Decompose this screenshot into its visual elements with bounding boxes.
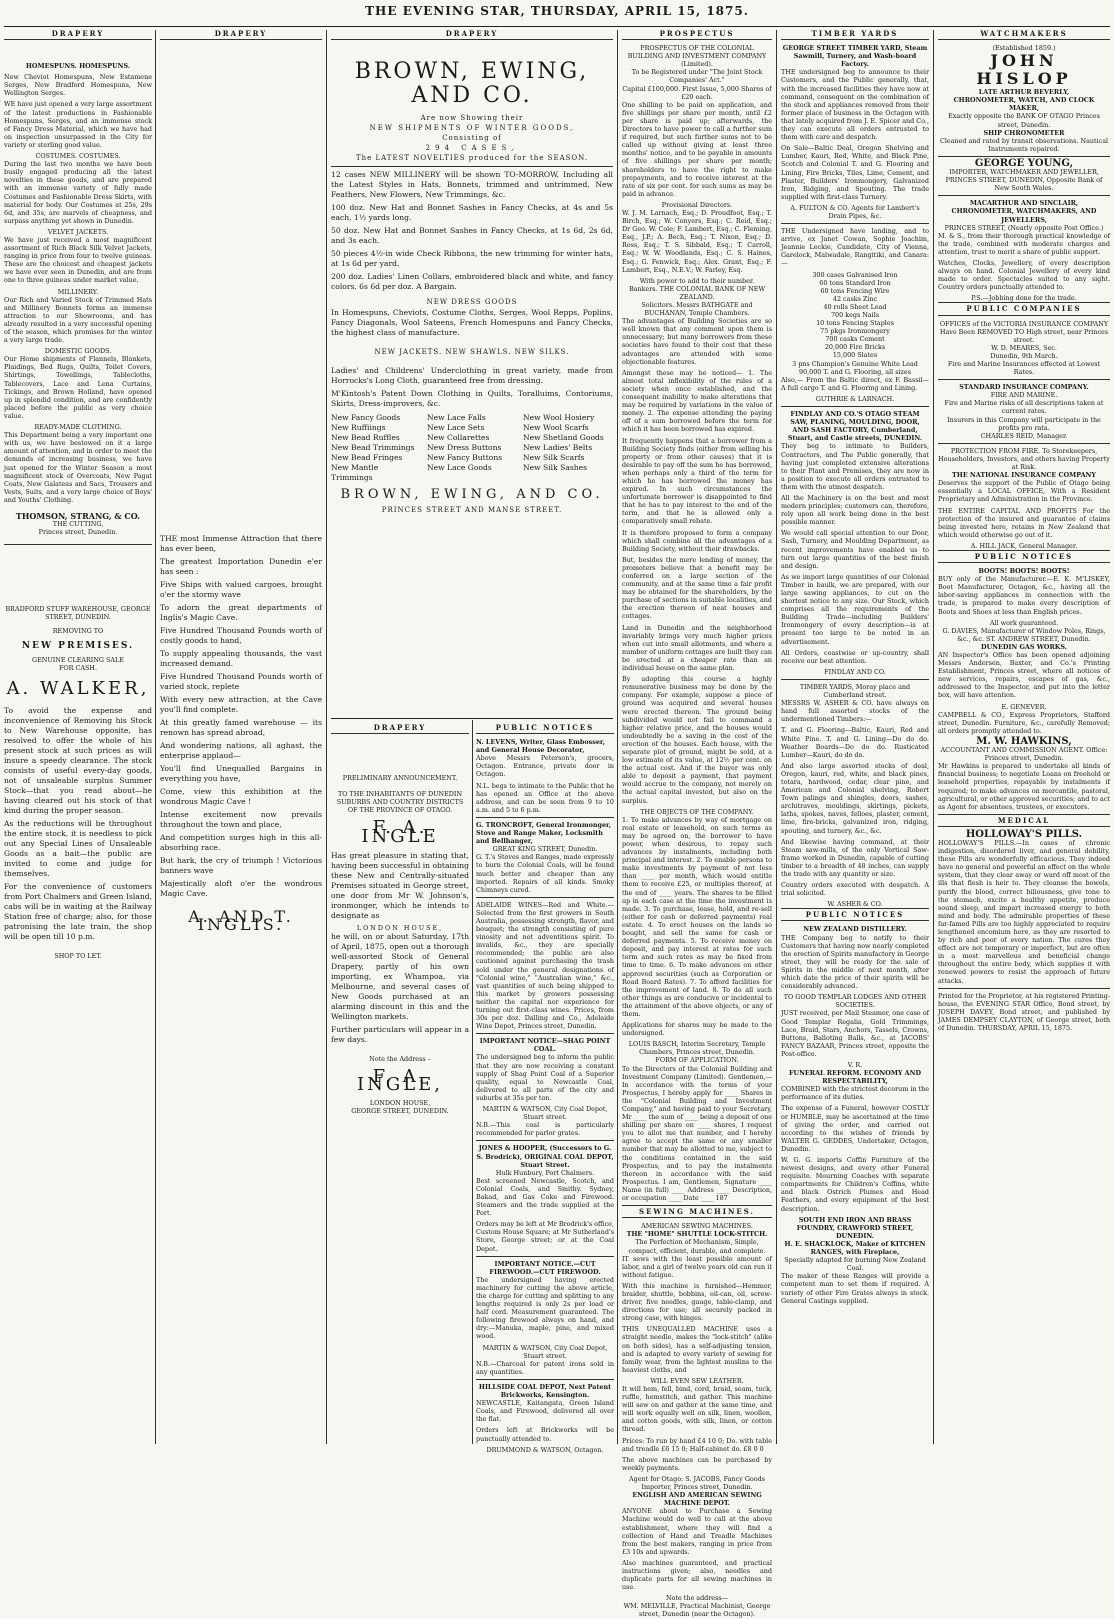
- section-header: PUBLIC NOTICES: [938, 550, 1110, 563]
- ad-title: PROTECTION FROM FIRE. To Storekeepers, Householders, Investors, and others having Property at Risk.: [938, 446, 1110, 472]
- ad-text: By adopting this course a highly remunerative business may be done by the company. For example, suppose a piece of ground was acquired and several houses were erected thereon. The ground being subdivided would not fail to command a higher relative price, and the houses would undoubtedly be a saving in the cost of the erection of the houses. Each house, with the separate plot of ground, might be sold, at a low estimate of its value, at 12½ per cent. on the actual cost. And if the buyer was only able to deposit a payment, that payment would accrue to the company, not merely on the actual capital invested, but also on the surplus.: [622, 675, 772, 805]
- divider: [476, 1256, 614, 1257]
- ad-title: SOUTH END IRON AND BRASS FOUNDRY, CRAWFORD STREET, DUNEDIN.: [796, 1215, 914, 1240]
- ad-line: WILL EVEN SEW LEATHER.: [650, 1376, 744, 1385]
- ad-text: THE ENTIRE CAPITAL AND PROFITS For the protection of the insured and guarantee of claims being invested here, retains in New Zealand that which would otherwise go out of it.: [938, 506, 1110, 539]
- ad-line: MARTIN & WATSON, City Coal Depot, Stuart street.: [482, 1105, 608, 1122]
- items-grid: [331, 413, 613, 483]
- stock-item: 3 pns Champion's Genuine White Lead: [792, 359, 918, 368]
- column-3-lower: [331, 724, 469, 1444]
- ad-text: W. J. M. Larnach, Esq.; D. Proudfoot, Esq.; T. Birch, Esq.; W. Conyers, Esq.; C. Reid, Esq.; Dr Geo. W. Cole; F. Lambert, Esq.; C. Fleming, Esq., J.P.; A. Bech, Esq.; T. Nixon, Esq.; D. Ross, Esq.; T. S. Sibbald, Esq.; T. Carroll, Esq.; W. W. Woodlands, Esq.; C. S. Haines, Esq.; G. Fenwick, Esq.; Alex. Grant, Esq.; F. Lambert, Esq., N.E.V.; W. Farley, Esq.: [622, 208, 772, 274]
- ad-line: Note the Address –: [369, 1054, 431, 1063]
- poem-line: Five Hundred Thousand Pounds worth of costly goods to hand,: [160, 626, 322, 646]
- stock-item: 300 cases Galvanised Iron: [812, 270, 898, 279]
- ad-text: The above machines can be purchased by weekly payments.: [622, 1455, 772, 1472]
- ad-text: To the Directors of the Colonial Building and Investment Company (Limited). Gentlemen,—In accordance with the terms of your Prospectus, I hereby apply for ____ Shares in the "Colonial Building and Investment Company," and having paid to your Secretary, Mr ____ the sum of ____ being a deposit of one shilling per share on ____ shares, I request you to allot me that number, and I hereby agree to accept the same or any smaller number that may be allotted to me, subject to the conditions contained in the said Prospectus, and to pay the instalments thereon in accordance with the said Prospectus. I am, Gentlemen, Signature ____ Name (in full) ____ Address ____ Description, or occupation ____ Date ____ 187: [622, 1064, 772, 1203]
- ad-line: MARTIN & WATSON, City Coal Depot, Stuart street.: [482, 1343, 608, 1360]
- ad-line: Solicitors. Messrs BATHGATE and BUCHANAN, Temple Chambers.: [641, 301, 753, 318]
- section-header: PROSPECTUS: [622, 30, 772, 40]
- ad-line: NEW SHIPMENTS OF WINTER GOODS,: [369, 124, 575, 133]
- ad-text: Best screened Newcastle, Scotch, and Colonial Coals, and Smithy. Sydney, Bakad, and Gas Coke and Firewood. Steamers and the trade supplied at the Port.: [476, 1176, 614, 1218]
- ad-text: Mr Hawkins is prepared to undertake all kinds of financial business; to negotiate Loans on freehold or leasehold properties, repayable by instalments if required; to make advances on mercantile, pastoral, agricultural, or other approved securities; and to act as Agent for absentees, trustees, or executors.: [938, 762, 1110, 811]
- goods-item: New Bead Fringes: [331, 452, 403, 462]
- ad-line: W. ASHER & CO.: [827, 900, 883, 909]
- goods-item: New Silk Sashes: [523, 462, 588, 472]
- stock-item: 60 tons Standard Iron: [819, 278, 891, 287]
- ad-text: The undersigned having erected machinery for cutting the above article, the charge for cutting and splitting to any lengths required is only 2s per load or half cord. Measurement guaranteed. The following firewood always on hand, and dry:—Manuka, maple, pine, and mixed wood.: [476, 1275, 614, 1341]
- ad-text: All the Machinery is on the best and most modern principles; customers can, therefore, rely upon all work being done in the best possible manner.: [781, 493, 929, 527]
- ad-title: H. E. SHACKLOCK, Maker of KITCHEN RANGES, with Fireplace,: [784, 1239, 926, 1257]
- ad-text: Our Rich and Varied Stock of Trimmed Hats and Millinery Bonnets forms an immense attraction to our Showrooms, and has already resulted in a very successful opening of the season, which promises for the winter a very large trade.: [4, 295, 152, 345]
- ad-text: HOLLOWAY'S PILLS.—In cases of chronic indigestion, disordered liver, and general debility, these Pills are wonderfully efficacious. They indeed have no general and powerful an effect on the whole system, that they clear away or ward off most of the ills that flesh is heir to. They cleanse the bowels, purify the blood, correct biliousness, give tone to the stomach, excite a healthy appetite, produce sound sleep, and impart increased energy to both mind and body. The admirable properties of these far-famed Pills are too highly appreciated to require lengthened encomium here, as they are resorted to by rich and poor of every nation. The cures they effect are not temporary or imperfect, but are often in a most marvellous and beneficial change throughout the entire body, which supplies it with renewed powers to resist the approach of future attacks.: [938, 838, 1110, 985]
- dealer-name: JOHN HISLOP: [976, 51, 1072, 89]
- ad-text: 200 doz. Ladies' Linen Collars, embroidered black and white, and fancy colors, 6s 6d per doz. A Bargain.: [331, 271, 613, 291]
- ad-text: During the last two months we have been busily engaged producing all the latest novelties in these goods, and are prepared with an immense variety of fully made Costumes and Fashionable Dress Skirts, with material for body. Our Costumes at 25s, 29s 6d, and 35s, are marvels of cheapness, and surpass anything yet shown in Dunedin.: [4, 160, 152, 225]
- poem-line: With every new attraction, at the Cave you'll find complete.: [160, 695, 322, 715]
- ad-text: JUST received, per Mail Steamer, one case of Good Templar Regalia, Gold Trimmings, Lace, Braid, Stars, Anchors, Tassels, Crowns, Buttons, Balloting Balls, &c., at JACOBS' FANCY BAZAAR, Princes street, opposite the Post-office.: [781, 1009, 929, 1058]
- column-rule: [617, 30, 618, 1444]
- dealer-name: M. W. HAWKINS,: [976, 735, 1072, 747]
- poem-line: At this greatly famed warehouse — its renown has spread abroad,: [160, 718, 322, 738]
- poem-line: Five Ships with valued cargoes, brought o'er the stormy wave: [160, 580, 322, 600]
- ad-text: Country orders executed with despatch. A trial solicited.: [781, 881, 929, 898]
- divider: [781, 223, 929, 224]
- column-4: [622, 29, 772, 1619]
- ad-subtitle: LONDON HOUSE,: [369, 1099, 431, 1108]
- section-header: WATCHMAKERS: [938, 30, 1110, 40]
- ad-line: Are now Showing their: [420, 114, 524, 123]
- ad-text: Prices: To run by hand £4 10 0; Do. with table and treadle £6 15 0; Half-cabinet do. £8 0 0: [622, 1436, 772, 1453]
- ad-text: Orders may be left at Mr Brodrick's office, Custom House Square; at Mr Sutherland's Store, George street; or at the Coal Depot.: [476, 1220, 614, 1253]
- goods-item: New Collarettes: [427, 432, 490, 442]
- ad-text: All Orders, coastwise or up-country, shall receive our best attention.: [781, 648, 929, 665]
- ad-text: In Homespuns, Cheviots, Costume Cloths, Serges, Wool Repps, Poplins, Fancy Diagonals, Wool Sateens, French Homespuns and Fancy Checks, the highest class of manufacture.: [331, 307, 613, 337]
- column-rule: [776, 30, 777, 1444]
- stock-item: 60 tons Fencing Wire: [820, 286, 890, 295]
- column-2: [160, 30, 322, 1444]
- ad-text: For the convenience of customers from Port Chalmers and Green Island, cabs will be in waiting at the Railway Station free of charge; also, for those patronising the late train, the shop will be open till 10 p.m.: [4, 881, 152, 941]
- ad-text: Orders left at Brickworks will be punctually attended to.: [476, 1426, 614, 1443]
- goods-item: New Bead Ruffles: [331, 432, 400, 442]
- ad-title: MACARTHUR AND SINCLAIR, CHRONOMETER, WATCHMAKERS, AND JEWELLERS,: [951, 199, 1097, 224]
- dealer-name: F. A. INGLE: [361, 817, 439, 847]
- poem: [160, 557, 322, 899]
- ad-title: BOOTS! BOOTS! BOOTS!: [978, 567, 1070, 576]
- ad-line: GREAT KING STREET, Dunedin.: [492, 845, 598, 854]
- divider: [938, 988, 1110, 989]
- ad-subtitle: LONDON HOUSE,: [356, 923, 444, 932]
- ad-line: With power to add to their number.: [639, 276, 755, 285]
- poem-line: And competition surges high in this all-absorbing race.: [160, 833, 322, 853]
- divider: [331, 166, 613, 167]
- ad-subtitle: GEORGE STREET, DUNEDIN.: [351, 1107, 449, 1116]
- ad-subtitle: REMOVING TO: [52, 627, 104, 636]
- ad-title: NEW ZEALAND DISTILLERY.: [803, 925, 907, 934]
- ad-title: HILLSIDE COAL DEPOT, Next Patent Brickworks, Kensington.: [478, 1382, 612, 1400]
- ad-text: With this machine is furnished—Hemmer, braider, shuttle, bobbins, oil-can, oil, screw-driver, five needles, gauge, table-clamp, and directions for use; all securely packed in strong case, with hinges.: [622, 1281, 772, 1323]
- ad-text: THE Company beg to notify to their Customers that having now nearly completed the erection of Spirits manufactory in George street, they will be ready for the sale of Spirits in the middle of next month, after which date the price of their spirits will be considerably advanced.: [781, 933, 929, 991]
- ad-title: PROSPECTUS OF THE COLONIAL BUILDING AND INVESTMENT COMPANY (Limited).: [627, 44, 767, 69]
- goods-item: New Fancy Goods: [331, 412, 401, 422]
- divider: [476, 1379, 614, 1380]
- dealer-name: A. WALKER,: [6, 677, 150, 699]
- blank-space: [160, 44, 322, 534]
- ad-line: Note the address—: [665, 1594, 729, 1603]
- ad-line: A. FULTON & CO. Agents for Lambert's Drain Pipes, &c.: [790, 203, 920, 220]
- ad-title: BRADFORD STUFF WAREHOUSE, GEORGE STREET, DUNEDIN.: [5, 605, 151, 622]
- ad-line: Agent for Otago: S. JACOBS, Fancy Goods Importer, Princes street, Dunedin.: [629, 1474, 765, 1492]
- ad-line: G. DAVIES, Manufacturer of Window Poles, Rings, &c., &c. ST. ANDREW STREET, Dunedin.: [942, 626, 1106, 643]
- divider: [476, 1033, 614, 1034]
- ad-subtitle: COSTUMES. COSTUMES.: [35, 152, 121, 161]
- section-header: DRAPERY: [331, 30, 613, 40]
- divider: [4, 544, 152, 545]
- poem-line: Majestically aloft o'er the wondrous Magic Cave.: [160, 879, 322, 899]
- ad-line: All work guaranteed.: [989, 618, 1059, 627]
- ad-text: Our Home shipments of Flannels, Blankets, Plaidings, Bed Rugs, Quilts, Toilet Covers, Shirtings, Towellings, Tablecloths, Tablecovers, Lace and Lena Curtains, Tickings, and Brown Holland, have opened up in splendid condition, and are confidently placed before the public as very choice value.: [4, 355, 152, 420]
- ad-line: P.S.—Jobbing done for the trade.: [971, 294, 1077, 303]
- divider: [938, 156, 1110, 157]
- ad-line: 294 CASES,: [425, 144, 519, 153]
- section-header: DRAPERY: [160, 30, 322, 40]
- ad-text: COMBINED with the strictest decorum in the performance of its duties.: [781, 1085, 930, 1102]
- stock-item: 42 casks Zinc: [832, 294, 878, 303]
- column-6: [938, 30, 1110, 1444]
- ad-text: One shilling to be paid on application, and five shillings per share per month, until £2 per share is paid up; afterwards, the Directors to have power to call a further sum if required, but such further sums not to be called up without giving at least three months' notice, and to be payable in amounts of five shillings per share per month; shareholders to have the right to make prepayments, and to receive interest at the rate of six per cent. for such sums as may be paid in advance.: [622, 100, 772, 198]
- ad-title: FINDLAY AND CO.'S OTAGO STEAM SAW, PLANING, MOULDING, DOOR, AND SASH FACTORY, Cumberland, Stuart, and Castle streets, DUNEDIN.: [787, 410, 923, 443]
- ad-text: Has great pleasure in stating that, having been successful in obtaining these New and Centrally-situated Premises situated in George street, one door from Mr W. Johnson's, ironmonger, which he intends to designate as: [331, 850, 469, 920]
- ad-title: G. TRONCROFT, General Ironmonger, Stove and Range Maker, Locksmith and Bellhanger,: [476, 820, 612, 846]
- ad-line: Cleaned and rated by transit observations. Nautical Instruments repaired.: [939, 136, 1109, 153]
- goods-item: New Lace Goods: [427, 462, 492, 472]
- ad-text: Watches, Clocks, Jewellery, of every description always on hand. Colonial Jewellery of every kind made to order. Spectacles suited to any sight. Country orders punctually attended to.: [938, 258, 1110, 292]
- ad-subtitle: FORM OF APPLICATION.: [655, 1056, 739, 1065]
- ad-title: CHRONOMETER, WATCH, AND CLOCK MAKER,: [953, 96, 1095, 113]
- ad-line: A. HILL JACK, General Manager.: [970, 541, 1078, 550]
- ad-text: New Cheviot Homespuns, New Estamene Serges, New Bradford Homespuns, New Wellington Serges.: [4, 73, 152, 98]
- ad-text: W. G. G. imports Coffin Furniture of the newest designs, and every other Funeral requisite. Mourning Coaches with separate compartments for Children's Coffins, white and black Ostrich Plumes and Head Feathers, and every equipment of the best description.: [781, 1156, 929, 1213]
- ad-text: M. & S., from their thorough practical knowledge of the trade, combined with moderate charges and attention, trust to merit a share of public support.: [938, 231, 1110, 256]
- poem-line: Intense excitement now prevails throughout the town and place,: [160, 810, 322, 830]
- poem-line: Come, view this exhibition at the wondrous Magic Cave !: [160, 787, 322, 807]
- goods-item: New Bead Trimmings: [331, 442, 415, 452]
- ad-line: Exactly opposite the BANK OF OTAGO Princes street, Dunedin.: [948, 112, 1100, 129]
- divider: [476, 1140, 614, 1141]
- ad-line: Hulk Hunbury, Port Chalmers.: [495, 1168, 595, 1177]
- ad-title: IMPORTANT NOTICE—SHAG POINT COAL.: [479, 1037, 611, 1054]
- ad-text: Amongst these may be noticed— 1. The almost total inflexibility of the rules of a society when once established, and the consequent inability to make alterations that may be required by variations in the value of money. 2. The expense attending the paying off of a sum borrowed before the term for which it has been borrowed has expired.: [622, 368, 772, 434]
- ad-title: NEW PREMISES.: [21, 640, 135, 651]
- ad-line: LOUIS BASCH, Interim Secretary, Temple Chambers, Princes street, Dunedin.: [628, 1040, 766, 1057]
- ad-subtitle: FOR CASH.: [58, 663, 97, 672]
- poem-line: To supply appealing thousands, the vast increased demand.: [160, 649, 322, 669]
- ad-text: 50 doz. New Hat and Bonnet Sashes in Fancy Checks, at 1s 6d, 2s 6d, and 3s each.: [331, 225, 613, 245]
- masthead: THE EVENING STAR, THURSDAY, APRIL 15, 1875.: [365, 4, 749, 18]
- divider: [781, 406, 929, 407]
- ad-text: THIS UNEQUALLED MACHINE uses a straight needle, makes the "lock-stitch" (alike on both sides), has a self-adjusting tension, and is adapted to every variety of sewing for family wear, from the lightest muslins to the heaviest cloths, and: [622, 1325, 772, 1374]
- section-header: SEWING MACHINES.: [622, 1205, 772, 1218]
- section-header: PUBLIC NOTICES: [476, 724, 614, 734]
- poem-line: Five Hundred Thousand Pounds worth of varied stock, replete: [160, 672, 322, 692]
- ad-title: THE "HOME" SHUTTLE LOCK-STITCH.: [626, 1230, 768, 1239]
- ad-subtitle: GENUINE CLEARING SALE: [32, 655, 124, 664]
- ad-line: Specially adapted for burning New Zealand Coal.: [784, 1256, 926, 1273]
- ad-line: E. GENEVER.: [1001, 702, 1047, 711]
- ad-text: Land in Dunedin and the neighborhood invariably brings very much higher prices when cut into small allotments, and where a number of uniform cottages are built they can be erected at a cheaper rate than an individual house on the same plan.: [622, 623, 772, 673]
- poem-line: You'll find Unequalled Bargains in everything you have,: [160, 764, 322, 784]
- section-header: DRAPERY: [4, 30, 152, 40]
- ad-line: Insurers in this Company will participate in the profits pro rata.: [947, 415, 1101, 432]
- ad-line: Capital £100,000. First Issue, 5,000 Shares of £20 each.: [622, 84, 772, 101]
- ad-line: IMPORTER, WATCHMAKER AND JEWELLER, PRINCES STREET, DUNEDIN, Opposite Bank of New South Wales.: [945, 168, 1103, 193]
- ad-text: CAMPBELL & CO., Express Proprietors, Stafford street, Dunedin. Furniture, &c., carefully Removed; all orders promptly attended to.: [938, 710, 1110, 735]
- ad-text: THE Undersigned have landing, and to arrive, ex Janet Cowan, Sophie Joachim, Jeannie Leckie, Candidate, City of Vienna, Garelock, Malwadale, Rangitiki, and Canara:—: [781, 227, 929, 268]
- ad-line: The Perfection of Mechanism, Simple, compact, efficient, durable, and complete.: [628, 1238, 766, 1255]
- ad-text: As we import large quantities of our Colonial Timber in baulk, we are prepared, with our large sawing appliances, to cut on the shortest notice to any size. Our Stock, which comprises all the requirements of the Building Trade—including Builders' Ironmongery of every description—is at present too large to be noted in an advertisement.: [781, 572, 929, 646]
- ad-title: HOLLOWAY'S PILLS.: [965, 828, 1083, 840]
- ad-text: And also large assorted stocks of deal, Oregon, kauri, red, white, and black pines, totara, hardwood, cedar, clear pine, and American and Colonial shelving, Robert Town palings and shingles, doors, sashes, architraves, mouldings, skirtings, pickets, laths, spokes, naves, felloes, plaster, cement, lime, fire-bricks, galvanized iron, ridging, spouting, and turnery, &c., &c.: [781, 761, 929, 835]
- stock-item: 15,000 Slates: [832, 351, 878, 360]
- masthead-rule: [4, 26, 1110, 27]
- section-header: PUBLIC COMPANIES: [938, 302, 1110, 315]
- ad-text: MESSRS W. ASHER & CO. have always on hand full assorted stocks of the undermentioned Timbers:—: [781, 699, 929, 724]
- divider: [476, 897, 614, 898]
- ad-text: But, besides the mere lending of money, the promoters believe that a benefit may be conferred on a large section of the community, and at the same time a fair profit may be obtained for the shareholders, by the purchase of sections in suitable localities, and the erection thereon of neat houses and cottages.: [622, 555, 772, 621]
- divider: [938, 195, 1110, 196]
- ad-title: OFFICES of the VICTORIA INSURANCE COMPANY Have Been REMOVED TO High street, near Princes street.: [939, 319, 1109, 344]
- ad-title: AMERICAN SEWING MACHINES.: [641, 1222, 753, 1231]
- ad-text: It will hem, fell, bind, cord, braid, seam, tuck, ruffle, hemstitch, and gather. This machine will sew on and gather at the same time, and will work equally well on silk, linen, woollen, and cotton goods, with silk, linen, or cotton thread.: [622, 1385, 772, 1434]
- poem-line: The greatest Importation Dunedin e'er has seen :: [160, 557, 322, 577]
- column-3b: [476, 723, 614, 1454]
- timber-items: [781, 271, 929, 376]
- ad-text: WE have just opened a very large assortment of the latest productions in Fashionable Homespuns, Serges, and an immense stock of Fancy Dress Material, which we have had on inspection unsurpassed in the City for variety or sterling good value.: [4, 100, 152, 149]
- goods-item: New Silk Scarfs: [523, 452, 585, 462]
- ad-subtitle: TO THE INHABITANTS OF DUNEDIN SUBURBS AND COUNTRY DISTRICTS OF THE PROVINCE OF OTAGO.: [336, 790, 464, 815]
- ad-text: Deserves the support of the Public of Otago being essentially a LOCAL OFFICE, With a Resident Proprietary and Administration in the Province.: [938, 479, 1110, 504]
- goods-item: New Ruffiings: [331, 422, 386, 432]
- ad-line: Fire and Marine risks of all descriptions taken at current rates.: [944, 399, 1104, 416]
- ad-title: FUNERAL REFORM. ECONOMY AND RESPECTABILITY,: [788, 1069, 922, 1086]
- stock-item: 75 pkgs Ironmongery: [820, 327, 890, 336]
- ad-title: GEORGE STREET TIMBER YARD, Steam Sawmill, Turnery, and Wash-board Factory.: [782, 44, 928, 69]
- ad-title: DUNEDIN GAS WORKS.: [981, 642, 1067, 651]
- ad-line: (Established 1859.): [992, 44, 1056, 53]
- ad-text: ANYONE about to Purchase a Sewing Machine would do well to call at the above establishment, where they will find a collection of Hand and Treadle Machines from the best makers, ranging in price from £3 10s and upwards.: [622, 1507, 772, 1556]
- ad-text: G. T.'s Stoves and Ranges, made expressly to burn the Colonial Coals, will be found much better and cheaper than any imported. Repairs of all kinds. Smoky Chimneys cured.: [476, 853, 614, 894]
- firm-name: BROWN, EWING, AND CO.: [340, 486, 604, 502]
- ad-text: AN Inspector's Office has been opened adjoining Messrs Andersen, Baxter, and Co.'s Printing Establishment, Princes street, where all notices of new services, repairs, escapes of gas, &c., addressed to the Inspector, and put into the letter box, will have attention.: [938, 651, 1110, 700]
- ad-title: N. LEVENS, Writer, Glass Embosser, and General House Decorator,: [476, 738, 606, 755]
- ad-line: FINDLAY AND CO.: [824, 667, 886, 676]
- dealer-name: F. A. INGLE,: [356, 1065, 444, 1095]
- ad-text: Also,— From the Baltic direct, ex F. Bassil— A full cargo T. and G. Flooring and Lining.: [781, 375, 929, 392]
- divider: [938, 443, 1110, 444]
- ad-text: The undersigned beg to inform the public that they are now receiving a constant supply of Shag Point Coal of a Superior quality, equal to Newcastle Coal, delivered to all parts of the city and suburbs at 35s per ton.: [476, 1053, 614, 1102]
- ad-title: JONES & HOOPER, (Successors to G. S. Brodrick), ORIGINAL COAL DEPOT, Stuart Street.: [476, 1144, 614, 1169]
- ad-title: PRELIMINARY ANNOUNCEMENT.: [342, 774, 458, 783]
- goods-item: New Fancy Buttons: [427, 452, 503, 462]
- ad-subtitle: THE OBJECTS OF THE COMPANY.: [640, 807, 754, 816]
- ad-subtitle: NEW JACKETS. NEW SHAWLS. NEW SILKS.: [374, 347, 570, 356]
- divider: [476, 817, 614, 818]
- goods-item: New Lace Falls: [427, 412, 486, 422]
- ad-line: DRUMMOND & WATSON, Octagon.: [486, 1445, 604, 1454]
- stock-item: 700 casks Cement: [825, 335, 885, 344]
- ad-text: As the reductions will be throughout the entire stock, it is needless to pick out any Special Lines of Unsaleable Goods as a bait—the public are invited to come and judge for themselves.: [4, 818, 152, 878]
- ad-title: STANDARD INSURANCE COMPANY.: [959, 383, 1089, 392]
- ad-text: 50 pieces 4½-in wide Check Ribbons, the new trimming for winter hats, at 1s 6d per yard.: [331, 248, 613, 268]
- ad-text: T. and G. Flooring—Baltic, Kauri, Red and White Pine. T. and G. Lining—Do do do. Weather Boards—Do do do. Rusticated Lumber—Kauri, do do do.: [781, 726, 929, 759]
- column-3-top: [331, 30, 613, 720]
- ad-text: 100 doz. New Hat and Bonnet Sashes in Fancy Checks, at 4s and 5s each, 1½ yards long.: [331, 202, 613, 222]
- ad-text: ADELAIDE WINES—Red and White.—Selected from the first growers in South Australia, possessing strength, flavor, and bouquet; the strength consisting of pure vinosity and not adventitious spirit. To invalids, &c., they are specially recommended; the public are also cautioned against purchasing the trash sold under the general designations of "Colonial wine," "Australian wine," &c., vast quantities of such being shipped to this market by growers possessing neither the capital nor experience for turning out first-class wines. Prices, from 30s per doz. Dalling and Co., Adelaide Wine Depot, Princes street, Dunedin.: [476, 900, 614, 1031]
- ad-text: NEWCASTLE, Kaitangata, Green Island Coals, and Firewood, delivered all over the flat.: [476, 1399, 614, 1424]
- ad-line: CHARLES REID, Manager.: [980, 431, 1068, 440]
- ad-title: ENGLISH AND AMERICAN SEWING MACHINE DEPOT.: [632, 1491, 762, 1508]
- dealer-name: GEORGE YOUNG,: [974, 157, 1074, 169]
- ad-text: To avoid the expense and inconvenience of Removing his Stock to New Warehouse opposite, has resolved to offer the whole of his present stock at such prices as will insure a speedy clearance. The stock consists of useful every-day goods, not of unsaleable surplus Summer Stock—that you read about—he having cleared out his stock of that kind during the proper season.: [4, 705, 152, 815]
- column-rule: [472, 720, 473, 1444]
- ad-text: 12 cases NEW MILLINERY will be shown TO-MORROW, Including all the Latest Styles in Hats, Bonnets, trimmed and untrimmed, New Feathers, New Flowers, New Trimmings, &c.: [331, 169, 613, 199]
- goods-item: New Mantle Trimmings: [331, 462, 379, 482]
- stock-item: 40 rolls Sheet Lead: [823, 302, 887, 311]
- ad-line: V. R.: [847, 1060, 863, 1069]
- ad-text: On Sale—Baltic Deal, Oregon Shelving and Lumber, Kauri, Red, White, and Black Pine, Scotch and Colonial T. and G. Flooring and Lining, Fire Bricks, Tiles, Lime, Cement, and Plaster, Builders' Ironmongery, Galvanized Iron, Ridging, and Spouting. The trade supplied with first-class Turnery.: [781, 144, 929, 201]
- ad-text: Also machines guaranteed, and practical instructions given; also, needles and duplicate parts for all sewing machines in use.: [622, 1558, 772, 1592]
- ad-title: TO GOOD TEMPLAR LODGES AND OTHER SOCIETIES.: [783, 993, 927, 1010]
- stock-item: 90,000 T. and G. Flooring, all sizes: [799, 367, 911, 376]
- column-1: [4, 30, 152, 1444]
- ad-subtitle: Provisional Directors.: [661, 200, 733, 209]
- ad-title: HOMESPUNS. HOMESPUNS.: [25, 62, 131, 71]
- ad-line: W. D. MEARES, Sec.: [991, 343, 1057, 352]
- ad-line: To be Registered under "The Joint Stock Companies' Act.": [631, 68, 763, 85]
- section-rule: [331, 718, 613, 719]
- ad-line: Dunedin, 9th March.: [990, 351, 1058, 360]
- divider: [938, 379, 1110, 380]
- stock-item: 700 kegs Nails: [830, 311, 880, 319]
- ad-subtitle: READY-MADE CLOTHING.: [34, 423, 122, 432]
- column-rule: [326, 30, 327, 1444]
- ad-line: Bankers. THE COLONIAL BANK OF NEW ZEALAND.: [628, 284, 766, 301]
- stock-item: 20,000 Fire Bricks: [824, 343, 886, 352]
- goods-item: New Shetland Goods: [523, 432, 604, 442]
- column-rule: [933, 30, 934, 1444]
- firm-sub: THE CUTTING,: [52, 520, 104, 529]
- ad-line: ACCOUNTANT AND COMMISSION AGENT. Office: Princes street, Dunedin.: [940, 746, 1108, 763]
- poem-line: And wondering nations, all aghast, the enterprise applaud—: [160, 741, 322, 761]
- ad-text: And likewise having command, at their Steam saw-mills, of the only Vertical Saw-frame worked in Dunedin, capable of cutting timber to a breadth of 48 inches, can supply the trade with any quantity or size.: [781, 837, 929, 878]
- ad-subtitle: VELVET JACKETS.: [47, 227, 109, 236]
- ad-text: It frequently happens that a borrower from a Building Society finds (either from selling his property or from other causes) that it is desirable to pay off the sum he has borrowed, when perhaps only a third of the term for which he has borrowed the money has expired. In such circumstances the unfortunate borrower is disappointed to find that he has to pay interest to the end of the term, and that he is allowed only a comparatively small rebate.: [622, 436, 772, 526]
- poem-line: To adorn the great departments of Inglis's Magic Cave.: [160, 603, 322, 623]
- ad-line: WM. MELVILLE, Practical Machinist, George street, Dunedin (near the Octagon).: [623, 1602, 771, 1619]
- goods-item: New Wool Scarfs: [523, 422, 589, 432]
- ad-line: PRINCES STREET, (Nearly opposite Post Office.): [944, 223, 1104, 232]
- imprint: Printed for the Proprietor, at his registered Printing-house, the EVENING STAR Office, Bond street, by JOSEPH DAVEY, Bond street, and published by JAMES DEMPSEY CLAYTON, of George street, both of Dunedin. THURSDAY, APRIL 15, 1875.: [938, 991, 1110, 1033]
- ad-line: Consisting of: [442, 134, 502, 143]
- goods-item: New Lace Sets: [427, 422, 485, 432]
- firm-name: BROWN, EWING, AND CO.: [354, 59, 590, 109]
- ad-text: Applications for shares may be made to the undersigned.: [622, 1021, 772, 1038]
- ad-line: GUTHRIE & LARNACH.: [815, 394, 895, 403]
- goods-item: New Wool Hosiery: [523, 412, 595, 422]
- poem-intro: THE most Immense Attraction that there has ever been,: [160, 534, 322, 554]
- section-header: MEDICAL: [938, 814, 1110, 827]
- ad-title: IMPORTANT NOTICE.—CUT FIREWOOD.—CUT FIREWOOD.: [489, 1259, 601, 1276]
- ad-text: We would call special attention to our Door, Sash, Turnery, and Moulding Department, as recent improvements have enabled us to turn out large quantities of the best finish and design.: [781, 529, 929, 570]
- section-header: TIMBER YARDS: [781, 30, 929, 40]
- ad-line: The LATEST NOVELTIES produced for the SEASON.: [355, 154, 589, 163]
- ad-text: N.L. begs to intimate to the Public that he has opened an Office at the above address, and can be seen from 9 to 10 a.m. and 5 to 6 p.m.: [476, 781, 614, 814]
- ad-subtitle: MILLINERY.: [57, 287, 99, 296]
- ad-line: LATE ARTHUR BEVERLY,: [978, 88, 1070, 97]
- goods-item: New Dress Buttons: [427, 442, 502, 452]
- poem-line: But hark, the cry of triumph ! Victorious banners wave: [160, 856, 322, 876]
- column-5: [781, 30, 929, 1444]
- firm-address: Princes street, Dunedin.: [38, 528, 118, 537]
- ad-title: THE NATIONAL INSURANCE COMPANY: [952, 471, 1096, 480]
- firm-name: THOMSON, STRANG, & CO.: [15, 510, 141, 521]
- ad-text: he will, on or about Saturday, 17th of April, 1875, open out a thorough well-assorted Stock of General Drapery, partly of his own importing, ex Whampoa, via Melbourne, and several cases of New Goods purchased at an alarming discount in this and the Wellington markets.: [331, 931, 469, 1021]
- ad-text: 1. To make advances by way of mortgage on real estate or leasehold, on such terms as may be agreed on, the borrower to have power, when desirous, to repay such advances by instalments, including both principal and interest. 2. To enable persons to make investments by payment of not less than ____ per month, which would entitle them to receive £25, or multiples thereof, at the end of ____ years. The shares to be filled up in each case at the time the investment is made. 3. To purchase, lease, hold, and re-sell (either for cash or deferred payments) real estate. 4. To erect houses on the lands so bought, and sell the same for cash or deferred payments. 5. To receive money on deposit, and pay interest at rates for such term and such rates as may be fixed from time to time. 6. To make advances on other approved securities (such as Corporation or Road Board Rates). 7. To afford facilities for the improvement of land. 8. To do all such other things as are conducive or incidental to the attainment of the above objects, or any of them.: [622, 815, 772, 1018]
- ad-text: This Department being a very important one with us, we have bestowed on it a large amount of attention, and in order to meet the demands of increasing business, we have just opened for the Winter Season a most magnificent stock of Overcoats, New Pagat Coats, New Galateas and Sacs, Trousers and Vests, Suits, and a very large choice of Boys' and Youths' Clothing.: [4, 431, 152, 504]
- ad-subtitle: DOMESTIC GOODS.: [44, 347, 112, 356]
- ad-text: The advantages of Building Societies are so well known that any comment upon them is unnecessary; but many borrowers from these societies have found to their cost that these advantages are attended with some objectionable features.: [622, 317, 772, 366]
- ad-text: Above Messrs Peterson's, grocers, Octagon. Entrance, private door in Octagon.: [476, 754, 614, 779]
- stock-item: 10 tons Fencing Staples: [816, 319, 894, 328]
- ad-text: The maker of these Ranges will provide a competent man to set them if required. A variety of other Fire Grates always in stock. General Castings supplied.: [781, 1272, 929, 1305]
- section-header: PUBLIC NOTICES: [781, 908, 929, 921]
- ad-subtitle: SHOP TO LET.: [54, 951, 102, 960]
- ad-text: BUY only of the Manufacturer.—E. K. M'LISKEY, Boot Manufacturer, Octagon, &c., having all the labor-saving appliances in connection with the trade, is prepared to make every description of Boots and Shoes at less than English prices.: [938, 575, 1110, 616]
- ad-text: IT sews with the least possible amount of labor, and a girl of twelve years old can run it without fatigue.: [622, 1254, 772, 1279]
- ad-text: The expense of a Funeral, however COSTLY or HUMBLE, may be ascertained at the time of giving the order, and carried out according to the wishes of friends by WALTER G. GEDDES, Undertaker, Octagon, Dunedin.: [781, 1104, 929, 1153]
- ad-title: SHIP CHRONOMETER: [983, 128, 1065, 137]
- ad-line: FIRE AND MARINE.: [990, 391, 1058, 400]
- divider: [781, 679, 929, 680]
- ad-subtitle: NEW DRESS GOODS: [426, 297, 518, 306]
- column-rule: [155, 30, 156, 1444]
- ad-text: They beg to intimate to Builders, Contractors, and The Public generally, that having just completed extensive alterations to their Plant and Premises, they are now in a position to execute all orders entrusted to them with the utmost despatch.: [781, 442, 929, 491]
- ad-text: Further particulars will appear in a few days.: [331, 1024, 469, 1044]
- ad-line: Fire and Marine Insurances effected at Lowest Rates.: [947, 360, 1101, 377]
- ad-text: M'Kintosh's Patent Down Clothing in Quilts, Toralluims, Contoriums, Skirts, Dress-improvers, &c.: [331, 388, 613, 408]
- ad-text: N.B.—This coal is particularly recommended for parlor grates.: [476, 1121, 614, 1138]
- ad-text: It is therefore proposed to form a company which shall combine all the advantages of a Building Society, without their drawbacks.: [622, 528, 772, 553]
- ad-text: THE undersigned beg to announce to their Customers, and the Public generally, that, with the increased facilities they have now at command, consequent on the combination of the stock and appliances removed from their former place of business in the Octagon with that lately acquired from J. E. Spicer and Co., they can execute all orders entrusted to them with care and despatch.: [781, 68, 929, 142]
- signature: A. AND T. INGLIS.: [188, 907, 294, 935]
- ad-text: N.B.—Charcoal for patent irons sold in any quantities.: [476, 1359, 614, 1376]
- ad-text: Ladies' and Childrens' Underclothing in great variety, made from Horrocks's Long Cloth, guaranteed free from dressing.: [331, 365, 613, 385]
- ad-address: PRINCES STREET AND MANSE STREET.: [381, 505, 563, 514]
- ad-subtitle: TIMBER YARDS, Moray place and Cumberland street.: [799, 682, 911, 700]
- ad-text: We have just received a most magnificent assortment of Rich Black Silk Velvet Jackets, ranging in price from four to twelve guineas. These are the choicest and cheapest jackets we have ever seen in Dunedin, and are from one to three guineas under market value.: [4, 235, 152, 285]
- goods-item: New Ladies' Belts: [523, 442, 593, 452]
- section-header: DRAPERY: [331, 724, 469, 734]
